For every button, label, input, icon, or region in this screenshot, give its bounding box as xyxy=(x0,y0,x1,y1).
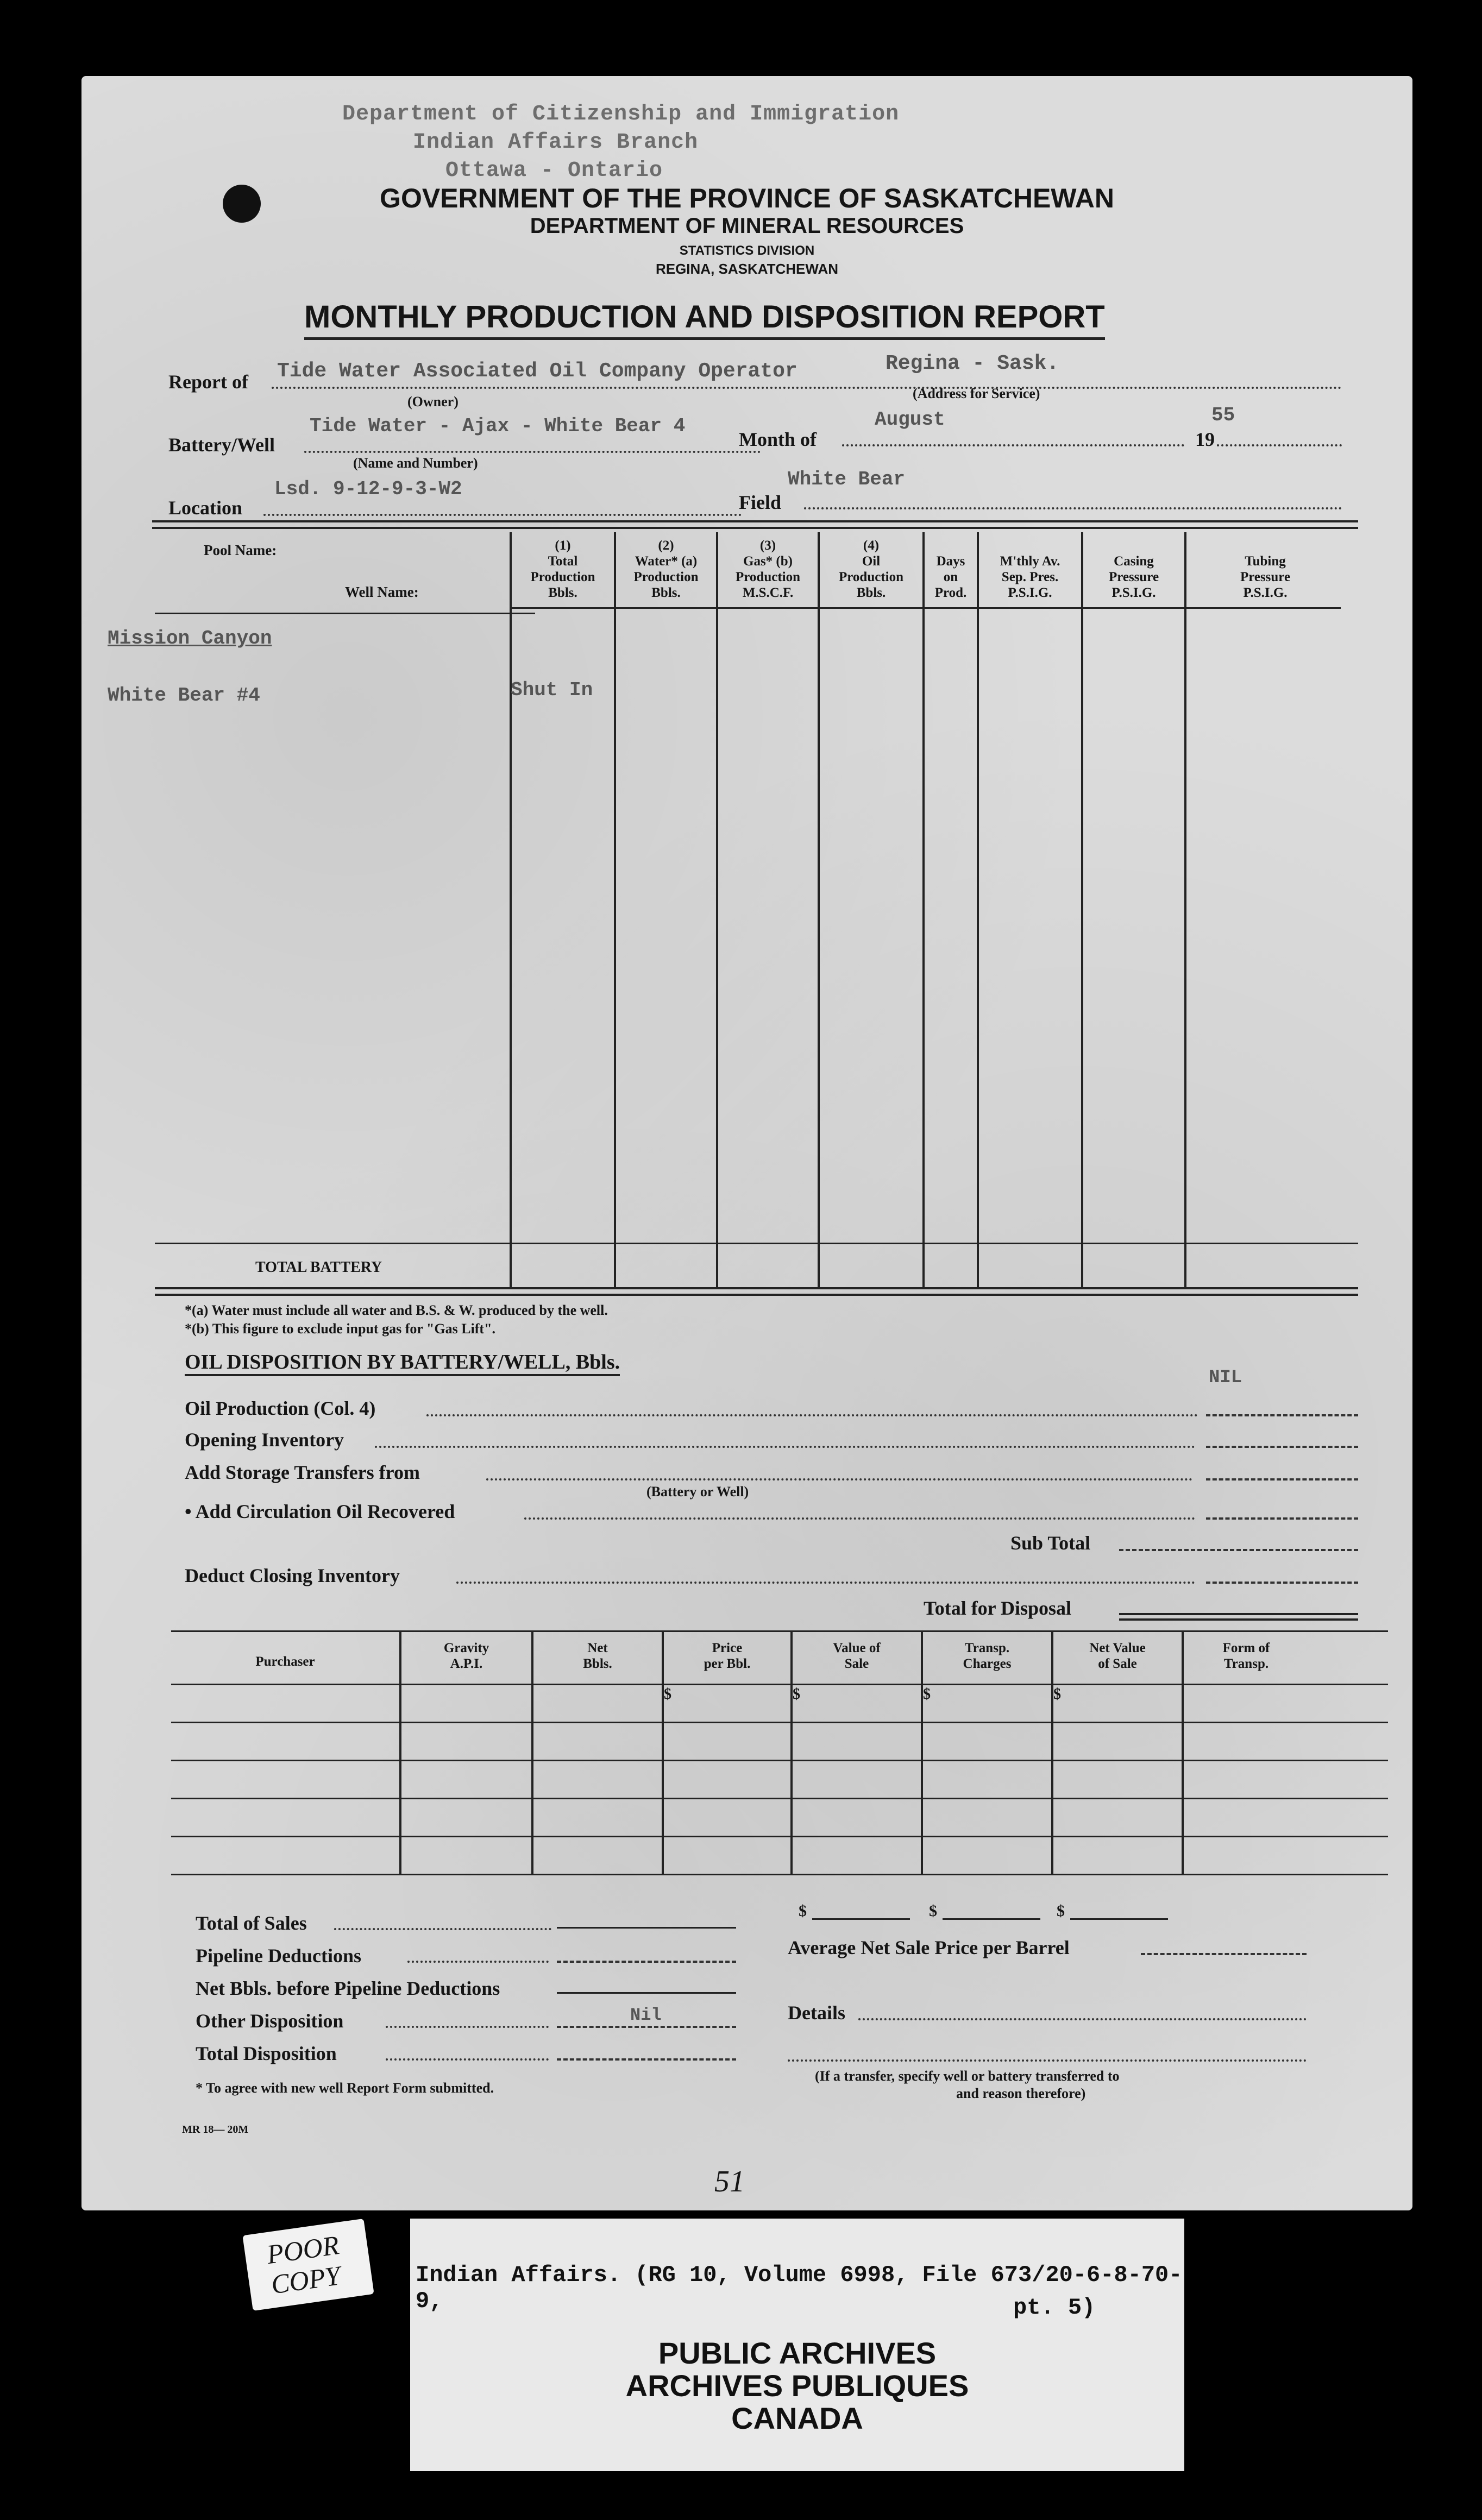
status-shut-in: Shut In xyxy=(511,679,593,701)
address-caption: (Address for Service) xyxy=(913,386,1040,401)
total-for-disposal-rule-2 xyxy=(1119,1618,1358,1621)
total-disposition-amount xyxy=(557,2058,736,2061)
archive-name-en: PUBLIC ARCHIVES xyxy=(658,2336,937,2370)
dept-stamp-line2: Indian Affairs Branch xyxy=(413,130,699,155)
closing-inventory-label: Deduct Closing Inventory xyxy=(185,1565,400,1586)
sales-total-currency-3: $ xyxy=(1057,1902,1065,1920)
pipeline-deductions-amount xyxy=(557,1961,736,1963)
sales-total-currency-1: $ xyxy=(799,1902,807,1920)
total-battery-label: TOTAL BATTERY xyxy=(255,1259,382,1276)
closing-inventory-line xyxy=(456,1582,1195,1584)
archive-reference-line1: Indian Affairs. (RG 10, Volume 6998, File 673/20-6-8-70-9, xyxy=(416,2262,1183,2314)
storage-transfers-label: Add Storage Transfers from xyxy=(185,1461,420,1483)
closing-inventory-amount xyxy=(1206,1582,1358,1584)
col-header-casing-pressure: Casing Pressure P.S.I.G. xyxy=(1108,554,1159,600)
total-disposition-line xyxy=(386,2058,549,2061)
month-of-label: Month of xyxy=(739,429,817,450)
circulation-oil-amount xyxy=(1206,1517,1358,1520)
division-heading: STATISTICS DIVISION xyxy=(679,243,815,258)
month-line xyxy=(842,444,1184,446)
sales-header-net-bbls: Net Bbls. xyxy=(583,1641,612,1671)
well-name-label: Well Name: xyxy=(345,584,419,600)
total-of-sales-amount xyxy=(557,1927,736,1929)
sales-total-value-line xyxy=(812,1918,910,1920)
oil-production-line xyxy=(426,1414,1198,1416)
battery-well-value: Tide Water - Ajax - White Bear 4 xyxy=(310,415,686,437)
sales-header-price: Price per Bbl. xyxy=(704,1641,751,1671)
details-line-2 xyxy=(788,2059,1307,2062)
battery-well-label: Battery/Well xyxy=(168,434,275,456)
poor-copy-slip xyxy=(242,2219,374,2311)
net-before-pipeline-label: Net Bbls. before Pipeline Deductions xyxy=(196,1977,500,1999)
well-value: White Bear #4 xyxy=(108,684,260,707)
details-line-1 xyxy=(858,2018,1307,2020)
sub-total-label: Sub Total xyxy=(1010,1532,1091,1554)
field-label: Field xyxy=(739,492,781,513)
year-prefix: 19 xyxy=(1195,429,1215,450)
sales-header-rule xyxy=(171,1684,1388,1685)
pool-value: Mission Canyon xyxy=(108,627,272,650)
total-of-sales-label: Total of Sales xyxy=(196,1912,307,1934)
field-line xyxy=(804,507,1342,509)
col-divider-6 xyxy=(977,532,979,1287)
footnote-water: *(a) Water must include all water and B.S. & W. produced by the well. xyxy=(185,1302,608,1318)
location-value: Lsd. 9-12-9-3-W2 xyxy=(274,478,462,500)
column-header-underline xyxy=(510,607,1341,609)
sales-row-rule-2 xyxy=(171,1760,1388,1761)
oil-production-label: Oil Production (Col. 4) xyxy=(185,1397,376,1419)
table-bottom-rule-2 xyxy=(155,1294,1358,1296)
opening-inventory-amount xyxy=(1206,1446,1358,1448)
total-disposition-label: Total Disposition xyxy=(196,2043,337,2064)
table-top-rule-2 xyxy=(152,527,1358,529)
circulation-oil-line xyxy=(524,1517,1195,1520)
col-divider-4 xyxy=(818,532,820,1287)
storage-transfers-amount xyxy=(1206,1478,1358,1480)
col-divider-1 xyxy=(510,532,512,1287)
year-value: 55 xyxy=(1211,404,1235,426)
pool-name-label: Pool Name: xyxy=(204,542,277,558)
sales-header-form-of-transp: Form of Transp. xyxy=(1222,1641,1270,1671)
field-value: White Bear xyxy=(788,468,906,490)
year-line xyxy=(1217,444,1342,446)
pipeline-deductions-label: Pipeline Deductions xyxy=(196,1945,362,1967)
poor-copy-line2: COPY xyxy=(269,2260,342,2300)
form-code: MR 18— 20M xyxy=(182,2124,249,2135)
sales-header-purchaser: Purchaser xyxy=(255,1654,315,1669)
col-header-oil-production: (4) Oil Production Bbls. xyxy=(839,538,903,600)
agree-note: * To agree with new well Report Form submitted. xyxy=(196,2080,494,2096)
sales-row-rule-5 xyxy=(171,1874,1388,1875)
address-value: Regina - Sask. xyxy=(886,352,1059,375)
oil-production-amount xyxy=(1206,1414,1358,1416)
col-header-gas-production: (3) Gas* (b) Production M.S.C.F. xyxy=(736,538,800,600)
archive-country: CANADA xyxy=(731,2401,863,2435)
well-name-underline xyxy=(155,613,535,614)
location-label: Location xyxy=(168,497,243,519)
sales-total-net-line xyxy=(1070,1918,1168,1920)
col-divider-2 xyxy=(614,532,616,1287)
col-divider-3 xyxy=(716,532,718,1287)
other-disposition-value: Nil xyxy=(630,2005,662,2025)
report-form-page xyxy=(81,76,1412,2210)
report-of-line xyxy=(272,387,1342,389)
footnote-gas: *(b) This figure to exclude input gas for "Gas Lift". xyxy=(185,1321,496,1337)
col-header-tubing-pressure: Tubing Pressure P.S.I.G. xyxy=(1240,554,1291,600)
table-bottom-rule-1 xyxy=(155,1287,1358,1289)
report-title: MONTHLY PRODUCTION AND DISPOSITION REPORT xyxy=(304,299,1105,340)
other-disposition-line xyxy=(386,2026,549,2028)
sales-table-top-rule xyxy=(171,1630,1388,1632)
sales-header-transp-charges: Transp. Charges xyxy=(963,1641,1012,1671)
value-currency: $ xyxy=(793,1686,800,1703)
table-top-rule-1 xyxy=(152,520,1358,522)
dept-stamp-line3: Ottawa - Ontario xyxy=(445,159,663,183)
sales-total-currency-2: $ xyxy=(929,1902,937,1920)
total-of-sales-line xyxy=(334,1928,551,1930)
storage-transfers-line xyxy=(486,1478,1192,1480)
sales-total-transp-line xyxy=(943,1918,1040,1920)
sales-row-rule-1 xyxy=(171,1722,1388,1723)
archive-reference-line2: pt. 5) xyxy=(1013,2295,1096,2321)
owner-caption: (Owner) xyxy=(407,394,459,410)
transfer-note-line2: and reason therefore) xyxy=(956,2086,1086,2101)
price-currency: $ xyxy=(664,1686,671,1703)
avg-price-label: Average Net Sale Price per Barrel xyxy=(788,1937,1070,1958)
report-of-label: Report of xyxy=(168,371,248,393)
col-divider-8 xyxy=(1184,532,1186,1287)
poor-copy-line1: POOR xyxy=(265,2229,341,2270)
pipeline-deductions-line xyxy=(407,1961,549,1963)
net-value-currency: $ xyxy=(1053,1686,1061,1703)
oil-production-nil: NIL xyxy=(1209,1368,1242,1388)
opening-inventory-label: Opening Inventory xyxy=(185,1429,344,1451)
archive-name-fr: ARCHIVES PUBLIQUES xyxy=(625,2368,969,2403)
opening-inventory-line xyxy=(375,1446,1195,1448)
sub-total-amount xyxy=(1119,1549,1358,1551)
other-disposition-amount xyxy=(557,2026,736,2028)
report-of-value: Tide Water Associated Oil Company Operator xyxy=(277,360,797,383)
avg-price-amount xyxy=(1141,1953,1307,1955)
month-value: August xyxy=(875,408,945,431)
col-divider-7 xyxy=(1081,532,1083,1287)
transp-currency: $ xyxy=(923,1686,931,1703)
col-header-sep-pressure: M'thly Av. Sep. Pres. P.S.I.G. xyxy=(1000,554,1060,600)
sales-header-gravity: Gravity A.P.I. xyxy=(443,1641,489,1671)
sales-row-rule-3 xyxy=(171,1798,1388,1799)
total-for-disposal-label: Total for Disposal xyxy=(924,1597,1072,1619)
dept-stamp-line1: Department of Citizenship and Immigration xyxy=(342,102,900,127)
transfer-note-line1: (If a transfer, specify well or battery transferred to xyxy=(815,2068,1120,2084)
sales-header-value-of-sale: Value of Sale xyxy=(833,1641,881,1671)
location-line xyxy=(263,514,742,516)
other-disposition-label: Other Disposition xyxy=(196,2010,344,2032)
battery-well-line xyxy=(304,451,761,453)
archive-label-card xyxy=(410,2219,1184,2471)
total-for-disposal-rule-1 xyxy=(1119,1613,1358,1615)
circulation-oil-label: • Add Circulation Oil Recovered xyxy=(185,1501,455,1522)
net-before-pipeline-amount xyxy=(557,1992,736,1994)
department-heading: DEPARTMENT OF MINERAL RESOURCES xyxy=(530,214,964,238)
sales-header-net-value: Net Value of Sale xyxy=(1089,1641,1146,1671)
col-header-water-production: (2) Water* (a) Production Bbls. xyxy=(633,538,699,600)
details-label: Details xyxy=(788,2002,845,2024)
oil-disposition-heading: OIL DISPOSITION BY BATTERY/WELL, Bbls. xyxy=(185,1350,620,1376)
col-header-days-on-prod: Days on Prod. xyxy=(934,554,967,600)
col-divider-5 xyxy=(922,532,925,1287)
col-header-total-production: (1) Total Production Bbls. xyxy=(530,538,595,600)
total-battery-rule xyxy=(155,1243,1358,1244)
page-number: 51 xyxy=(714,2165,745,2198)
name-number-caption: (Name and Number) xyxy=(353,455,478,471)
city-heading: REGINA, SASKATCHEWAN xyxy=(655,261,839,277)
battery-or-well-caption: (Battery or Well) xyxy=(646,1484,749,1500)
government-heading: GOVERNMENT OF THE PROVINCE OF SASKATCHEWAN xyxy=(380,183,1114,213)
sales-row-rule-4 xyxy=(171,1836,1388,1837)
